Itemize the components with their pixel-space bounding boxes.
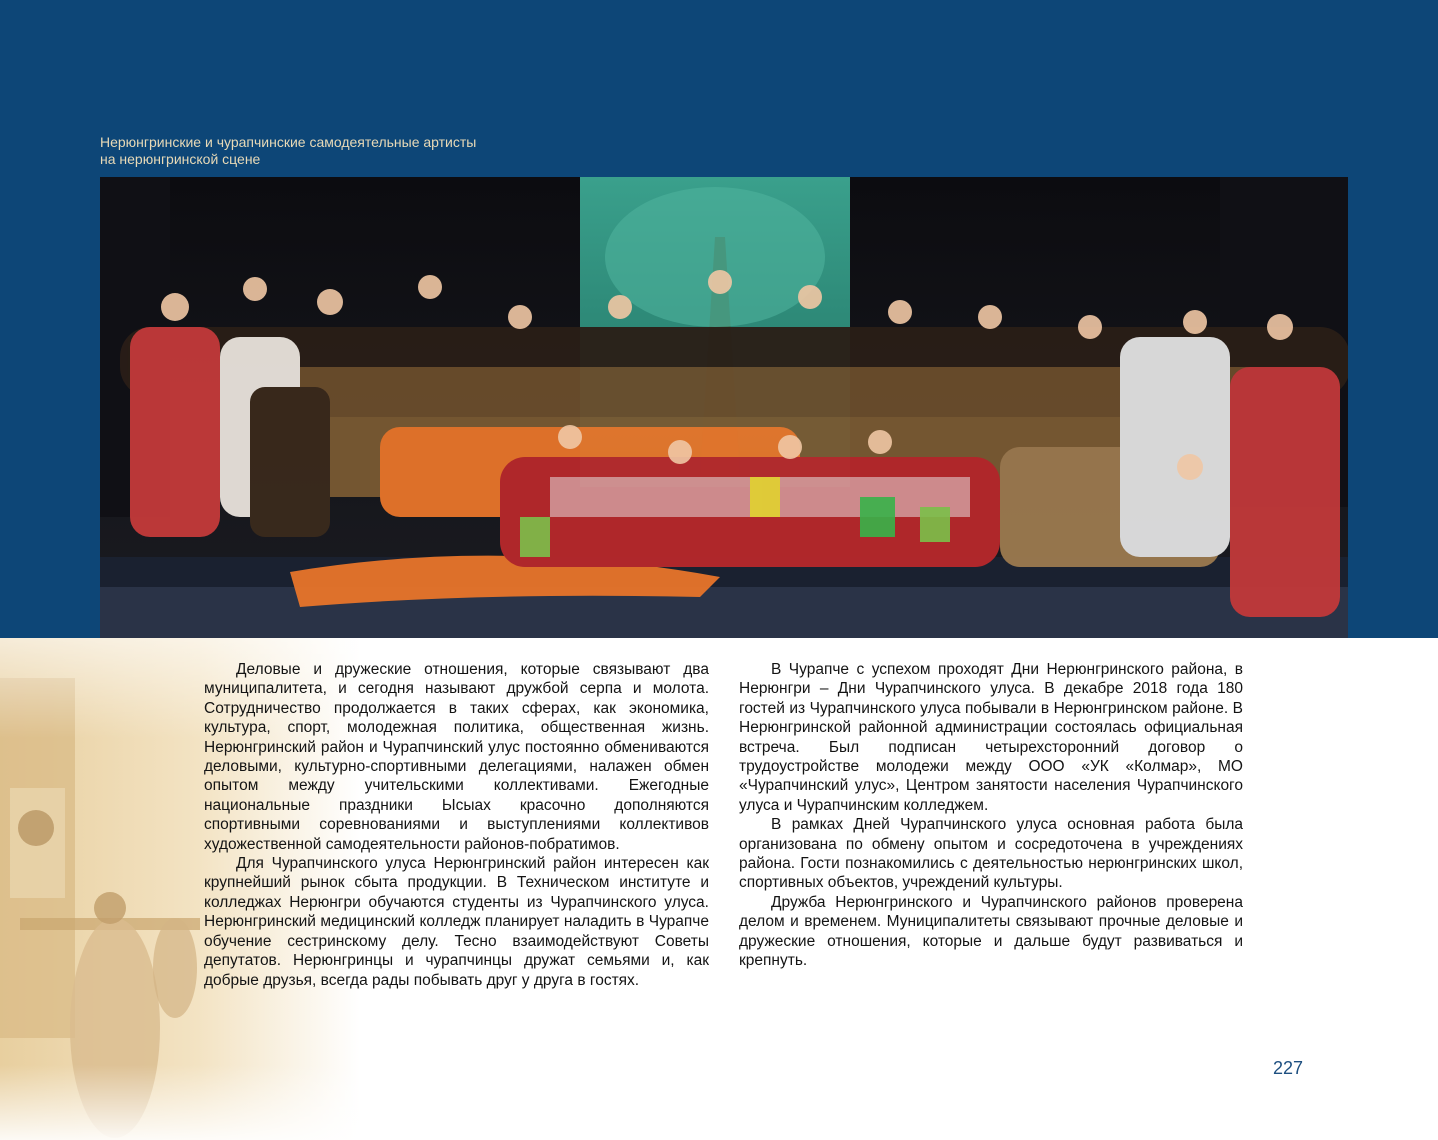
photo-caption: [100, 134, 620, 168]
paragraph: Дружба Нерюнгринского и Чурапчинского районов проверена делом и временем. Муниципалитеты связывают прочные деловые и дружеские отношения, которые и дальше будут развиваться и крепнуть.: [739, 893, 1243, 970]
text-column-left: [204, 660, 709, 990]
paragraph: Деловые и дружеские отношения, которые связывают два муниципалитета, и сегодня называют дружбой серпа и молота. Сотрудничество продолжается в таких сферах, как экономика, культура, спорт, молодежная политика, общественная жизнь. Нерюнгринский район и Чурапчинский улус постоянно обмениваются деловыми, культурно-спортивными делегациями, налажен обмен опытом между учительскими коллективами. Ежегодные национальные праздники Ысыах красочно дополняются спортивными соревнованиями и выступлениями коллективов художественной самодеятельности районов-побратимов.: [204, 661, 709, 853]
page-number: 227: [1273, 1058, 1304, 1078]
group-photo: [100, 177, 1348, 638]
caption-line-1: Нерюнгринские и чурапчинские самодеятельные артисты: [100, 134, 477, 150]
paragraph: В рамках Дней Чурапчинского улуса основная работа была организована по обмену опытом и сосредоточена в учреждениях района. Гости познакомились с деятельностью нерюнгринских школ, спортивных объектов, учреждений культуры.: [739, 816, 1243, 892]
text-column-right: [739, 660, 1243, 971]
paragraph: В Чурапче с успехом проходят Дни Нерюнгринского района, в Нерюнгри – Дни Чурапчинского улуса. В декабре 2018 года 180 гостей из Чурапчинского улуса побывали в Нерюнгринском районе. В Нерюнгринской районной администрации состоялась официальная встреча. Был подписан четырехсторонний договор о трудоустройстве молодежи между ООО «УК «Колмар», МО «Чурапчинский улус», Центром занятости населения Чурапчинского улуса и Чурапчинским колледжем.: [739, 661, 1243, 814]
group-photo-icon: [100, 177, 1348, 638]
paragraph: Для Чурапчинского улуса Нерюнгринский район интересен как крупнейший рынок сбыта продукции. В Техническом институте и колледжах Нерюнгри обучаются студенты из Чурапчинского улуса. Нерюнгринский медицинский колледж планирует наладить в Чурапче обучение сестринскому делу. Тесно взаимодействуют Советы депутатов. Нерюнгринцы и чурапчинцы дружат семьями и, как добрые друзья, всегда рады побывать друг у друга в гостях.: [204, 855, 709, 989]
caption-line-2: на нерюнгринской сцене: [100, 151, 261, 167]
